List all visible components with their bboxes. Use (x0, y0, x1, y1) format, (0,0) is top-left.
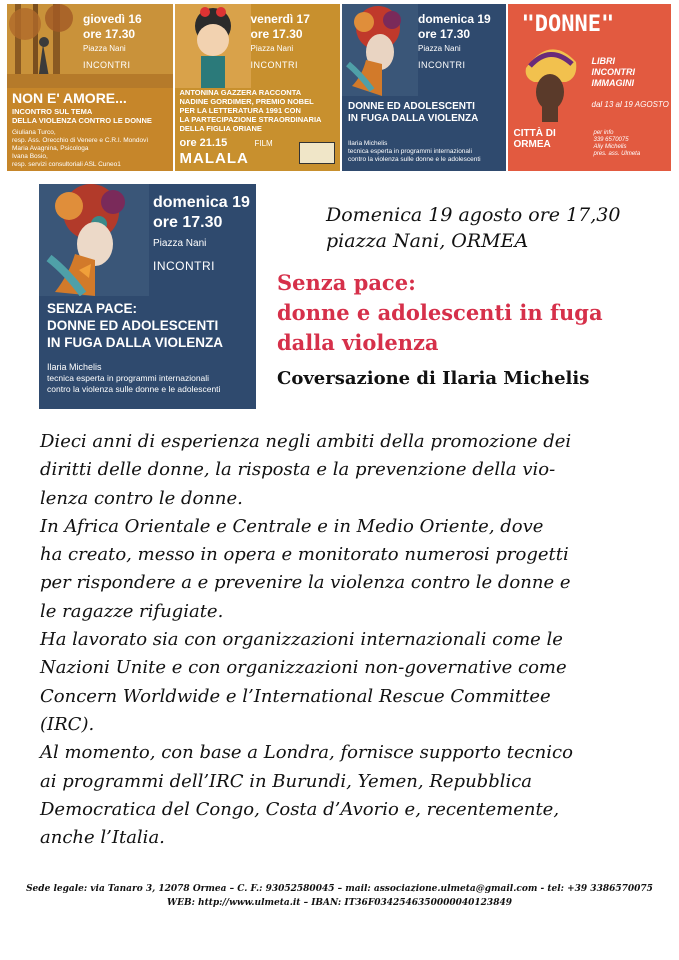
turban-woman-illustration (518, 38, 582, 122)
bio-line: Dieci anni di esperienza negli ambiti della promozione dei (40, 431, 572, 452)
event-banner (7, 4, 671, 171)
speaker-line: resp. Ass. Orecchio di Venere e C.R.I. Mondovì (12, 137, 149, 144)
speaker-line: Ivana Bosio, (12, 153, 48, 160)
info-line: pres. ass. Ulmeta (593, 151, 641, 157)
event-place: piazza Nani, ORMEA (326, 230, 529, 252)
banner-time: ore 17.30 (418, 27, 471, 41)
banner-day: venerdì 17 (250, 12, 310, 26)
poster-title (47, 300, 252, 351)
poster-description-line: contro la violenza sulle donne e le adolescenti (47, 383, 221, 394)
bio-line: (IRC). (40, 713, 95, 735)
description-line: PER LA LETTERATURA 1991 CON (179, 106, 301, 115)
banner-day: domenica 19 (418, 12, 491, 26)
poster-title-line: IN FUGA DALLA VIOLENZA (47, 335, 223, 350)
festival-title: "DONNE" (521, 12, 615, 37)
banner-panel-festival (508, 4, 672, 171)
description-line: LA PARTECIPAZIONE STRAORDINARIA (179, 115, 322, 124)
info-line: per info (593, 130, 614, 136)
bio-line: Al momento, con base a Londra, fornisce supporto tecnico (40, 742, 573, 764)
bio-line: le ragazze rifugiate. (40, 600, 224, 622)
speaker-bio (40, 428, 652, 852)
bio-line: Democratica del Congo, Costa d’Avorio e, recentemente, (40, 798, 560, 820)
event-speaker: Coversazione di Ilaria Michelis (277, 368, 590, 389)
banner-place: Piazza Nani (418, 44, 461, 53)
poster-speaker: Ilaria Michelis (47, 362, 102, 372)
poster-category: INCONTRI (153, 259, 215, 273)
bio-line: diritti delle donne, la risposta e la prevenzione della vio- (40, 459, 556, 481)
description-line: contro la violenza sulle donne e le adolescenti (348, 156, 481, 163)
speaker-line: resp. servizi consultoriali ASL Cuneo1 (12, 161, 121, 168)
banner-category: INCONTRI (83, 60, 131, 70)
banner-title-line: DONNE ED ADOLESCENTI (348, 101, 475, 112)
festival-subtitle-line: LIBRI (591, 56, 615, 66)
description-line: tecnica esperta in programmi internazionali (348, 148, 472, 155)
banner-category: INCONTRI (418, 60, 466, 70)
poster-place: Piazza Nani (153, 238, 207, 249)
banner-place: Piazza Nani (250, 44, 294, 53)
event-poster (39, 184, 256, 409)
banner-day: giovedì 16 (83, 12, 142, 26)
event-date: Domenica 19 agosto ore 17,30 (326, 204, 621, 226)
butterfly-woman-illustration (39, 184, 149, 296)
event-title-line: donne e adolescenti in fuga (277, 300, 603, 325)
banner-title (348, 101, 504, 125)
festival-subtitle-line: INCONTRI (591, 67, 635, 77)
festival-subtitle (592, 56, 670, 89)
bio-line: In Africa Orientale e Centrale e in Medio Oriente, dove (40, 515, 544, 537)
cinema-logo-icon (299, 142, 335, 164)
banner-subtitle-line: INCONTRO SUL TEMA (12, 107, 93, 116)
info-line: 339 6570075 (593, 137, 629, 143)
city-logo-line: ORMEA (513, 139, 551, 150)
banner-place: Piazza Nani (83, 44, 126, 53)
footer (0, 882, 679, 910)
banner-description (348, 140, 506, 164)
banner-subtitle (12, 107, 170, 125)
speaker-line: Maria Avagnina, Psicologa (12, 145, 89, 152)
poster-title-line: DONNE ED ADOLESCENTI (47, 318, 219, 333)
description-line: Ilaria Michelis (348, 140, 388, 147)
bio-line: ai programmi dell’IRC in Burundi, Yemen, Repubblica (40, 770, 533, 792)
bio-line: Nazioni Unite e con organizzazioni non-governative come (40, 657, 567, 679)
portrait-illustration (175, 4, 251, 88)
bio-line: Concern Worldwide e l’International Rescue Committee (40, 685, 551, 707)
poster-description (47, 373, 252, 394)
city-logo-line: CITTÀ DI (513, 128, 556, 139)
banner-description (180, 88, 338, 133)
banner-speakers (12, 129, 172, 169)
description-line: NADINE GORDIMER, PREMIO NOBEL (179, 97, 314, 106)
footer-web: WEB: http://www.ulmeta.it – IBAN: IT36F0342546350000040123849 (167, 898, 512, 908)
bio-line: anche l’Italia. (40, 827, 165, 849)
poster-time: ore 17.30 (153, 214, 223, 231)
bio-line: Ha lavorato sia con organizzazioni internazionali come le (40, 629, 563, 651)
banner-time: ore 17.30 (83, 27, 136, 41)
event-title-line: dalla violenza (277, 330, 439, 355)
festival-info (594, 130, 670, 158)
banner-panel-thursday (7, 4, 173, 171)
festival-dates: dal 13 al 19 AGOSTO (591, 100, 669, 109)
bio-line: ha creato, messo in opera e monitorato numerosi progetti (40, 544, 569, 566)
footer-address: Sede legale: via Tanaro 3, 12078 Ormea – C. F.: 93052580045 – mail: associazione.ulmeta@gmail.com - tel: +39 3386570075 (26, 884, 653, 894)
banner-panel-friday (175, 4, 341, 171)
bio-line: per rispondere a e prevenire la violenza contro le donne e (40, 572, 571, 594)
banner-time: ore 17.30 (250, 27, 303, 41)
city-logo (514, 128, 574, 150)
bio-line: lenza contro le donne. (40, 487, 243, 509)
film-title: MALALA (179, 150, 249, 167)
speaker-line: Giuliana Turco, (12, 129, 56, 136)
info-line: Aliy Michelis (593, 144, 627, 150)
event-title-line: Senza pace: (277, 270, 416, 295)
film-time: ore 21.15 (179, 137, 228, 149)
poster-description-line: tecnica esperta in programmi internazionali (47, 373, 210, 383)
banner-title: NON E' AMORE... (12, 90, 127, 106)
festival-subtitle-line: IMMAGINI (591, 78, 634, 88)
banner-title-line: IN FUGA DALLA VIOLENZA (348, 113, 479, 124)
description-line: DELLA FIGLIA ORIANE (179, 124, 262, 133)
banner-subtitle-line: DELLA VIOLENZA CONTRO LE DONNE (12, 116, 152, 125)
banner-panel-sunday (342, 4, 506, 171)
film-label: FILM (254, 139, 273, 148)
event-title (277, 268, 672, 358)
description-line: ANTONINA GAZZERA RACCONTA (179, 88, 302, 97)
poster-title-line: SENZA PACE: (47, 301, 138, 316)
butterfly-woman-illustration (342, 4, 418, 96)
poster-day: domenica 19 (153, 194, 250, 211)
banner-category: INCONTRI (250, 60, 298, 70)
